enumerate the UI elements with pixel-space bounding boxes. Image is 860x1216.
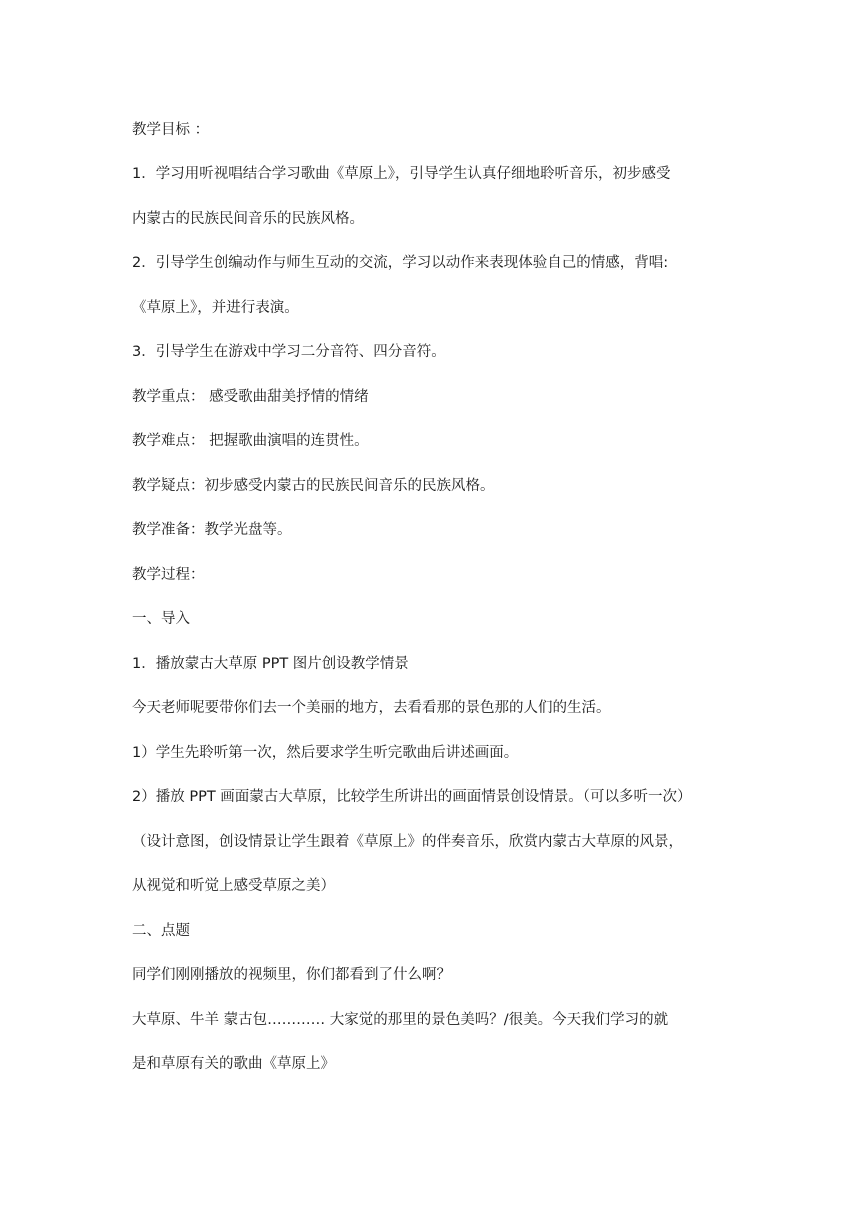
objective-1-line-1: 1．学习用听视唱结合学习歌曲《草原上》，引导学生认真仔细地聆听音乐，初步感受 <box>132 166 671 182</box>
section-1-heading: 一、导入 <box>132 611 190 627</box>
design-intent-line-1: （设计意图，创设情景让学生跟着《草原上》的伴奏音乐，欣赏内蒙古大草原的风景， <box>132 834 683 850</box>
preparation: 教学准备：教学光盘等。 <box>132 522 292 538</box>
substep-2: 2）播放 PPT 画面蒙古大草原，比较学生所讲出的画面情景创设情景。（可以多听一次） <box>132 789 692 805</box>
substep-1: 1）学生先聆听第一次，然后要求学生听完歌曲后讲述画面。 <box>132 745 519 761</box>
design-intent-line-2: 从视觉和听觉上感受草原之美） <box>132 878 335 894</box>
process-heading: 教学过程： <box>132 567 205 583</box>
teacher-intro: 今天老师呢要带你们去一个美丽的地方，去看看那的景色那的人们的生活。 <box>132 700 611 716</box>
step-1: 1．播放蒙古大草原 PPT 图片创设教学情景 <box>132 656 409 672</box>
objective-2-line-2: 《草原上》，并进行表演。 <box>132 300 299 316</box>
objectives-heading: 教学目标 ： <box>132 122 210 138</box>
section-2-heading: 二、点题 <box>132 923 190 939</box>
objective-1-line-2: 内蒙古的民族民间音乐的民族风格。 <box>132 211 364 227</box>
key-point: 教学重点： 感受歌曲甜美抒情的情绪 <box>132 389 369 405</box>
answer-line-2: 是和草原有关的歌曲《草原上》 <box>132 1056 335 1072</box>
difficulty-point: 教学难点： 把握歌曲演唱的连贯性。 <box>132 433 369 449</box>
objective-2-line-1: 2．引导学生创编动作与师生互动的交流，学习以动作来表现体验自己的情感，背唱: <box>132 255 669 271</box>
objective-3: 3．引导学生在游戏中学习二分音符、四分音符。 <box>132 344 446 360</box>
answer-line-1: 大草原、牛羊 蒙古包………… 大家觉的那里的景色美吗？/很美。今天我们学习的就 <box>132 1012 669 1028</box>
doubt-point: 教学疑点：初步感受内蒙古的民族民间音乐的民族风格。 <box>132 478 495 494</box>
question-line: 同学们刚刚播放的视频里，你们都看到了什么啊？ <box>132 967 451 983</box>
